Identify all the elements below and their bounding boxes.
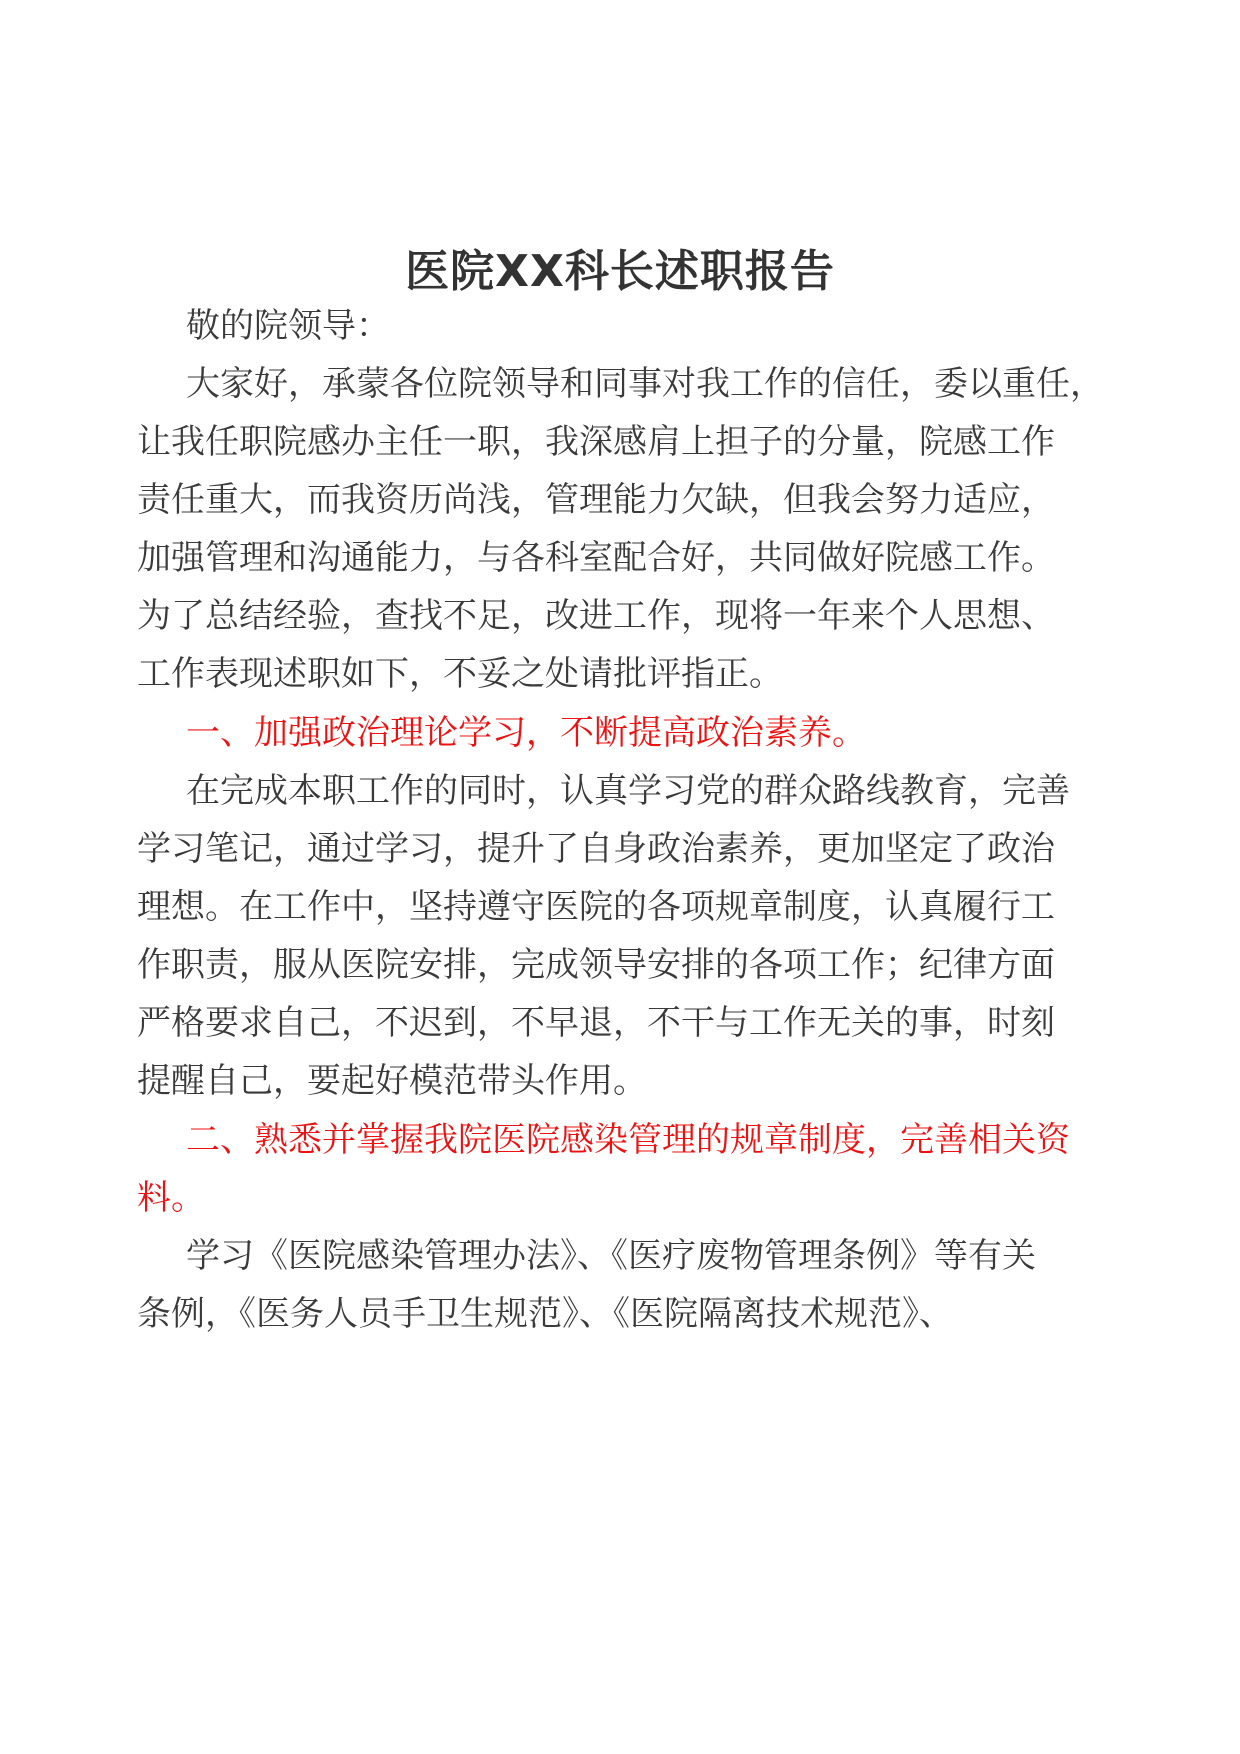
intro-line-6: 工作表现述职如下，不妥之处请批评指正。 — [137, 654, 783, 694]
section2-line-2: 条例，《医务人员手卫生规范》、《医院隔离技术规范》、 — [137, 1294, 953, 1334]
section1-line-1: 在完成本职工作的同时，认真学习党的群众路线教育，完善 — [186, 771, 1070, 811]
intro-line-5: 为了总结经验，查找不足，改进工作，现将一年来个人思想、 — [137, 596, 1055, 636]
section1-line-5: 严格要求自己，不迟到，不早退，不干与工作无关的事，时刻 — [137, 1003, 1055, 1043]
section1-line-3: 理想。在工作中，坚持遵守医院的各项规章制度，认真履行工 — [137, 887, 1055, 927]
section2-heading-line-1: 二、熟悉并掌握我院医院感染管理的规章制度，完善相关资 — [186, 1120, 1070, 1160]
intro-line-2: 让我任职院感办主任一职，我深感肩上担子的分量，院感工作 — [137, 422, 1055, 462]
intro-line-4: 加强管理和沟通能力，与各科室配合好，共同做好院感工作。 — [137, 538, 1055, 578]
intro-line-3: 责任重大，而我资历尚浅，管理能力欠缺，但我会努力适应， — [137, 480, 1055, 520]
document-title: 医院XX科长述职报告 — [405, 246, 835, 297]
section2-heading-line-2: 料。 — [137, 1178, 205, 1218]
section1-line-2: 学习笔记，通过学习，提升了自身政治素养，更加坚定了政治 — [137, 829, 1055, 869]
section1-line-4: 作职责，服从医院安排，完成领导安排的各项工作；纪律方面 — [137, 945, 1055, 985]
section2-line-1: 学习《医院感染管理办法》、《医疗废物管理条例》等有关 — [186, 1236, 1036, 1276]
section1-line-6: 提醒自己，要起好模范带头作用。 — [137, 1061, 647, 1101]
section1-heading: 一、加强政治理论学习，不断提高政治素养。 — [186, 713, 866, 753]
intro-line-1: 大家好，承蒙各位院领导和同事对我工作的信任，委以重任， — [186, 364, 1104, 404]
salutation: 敬的院领导： — [186, 306, 390, 346]
